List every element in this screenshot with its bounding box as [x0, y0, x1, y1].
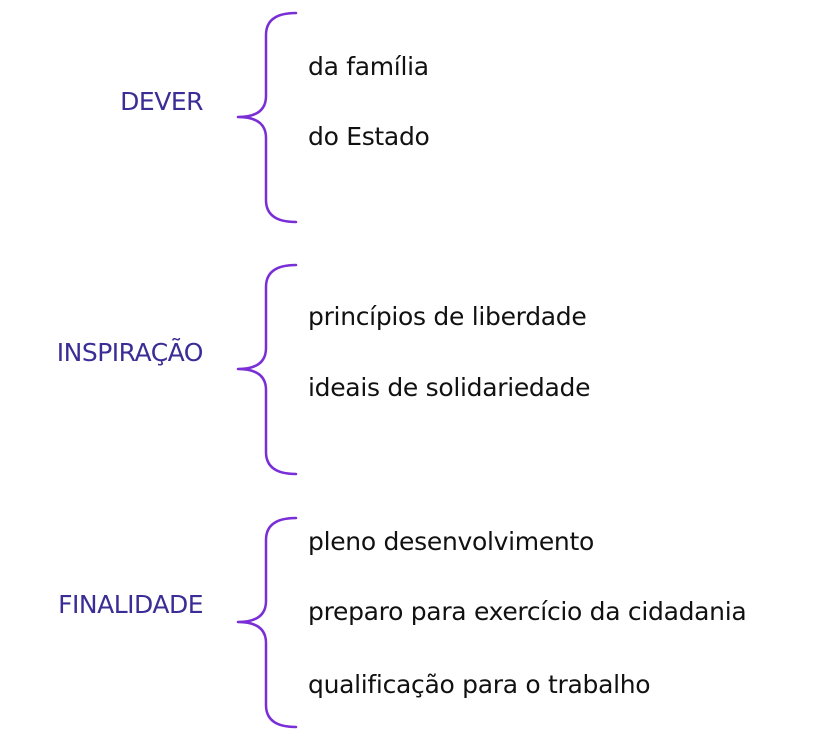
list-item: ideais de solidariedade — [308, 373, 591, 402]
group-label: FINALIDADE — [58, 590, 203, 619]
list-item: qualificação para o trabalho — [308, 670, 651, 699]
group-label: DEVER — [120, 87, 203, 116]
curly-brace-icon — [230, 515, 300, 735]
group-label: INSPIRAÇÃO — [56, 338, 203, 367]
list-item: princípios de liberdade — [308, 302, 587, 331]
list-item: do Estado — [308, 122, 430, 151]
list-item: pleno desenvolvimento — [308, 527, 594, 556]
list-item: preparo para exercício da cidadania — [308, 597, 747, 626]
list-item: da família — [308, 52, 429, 81]
